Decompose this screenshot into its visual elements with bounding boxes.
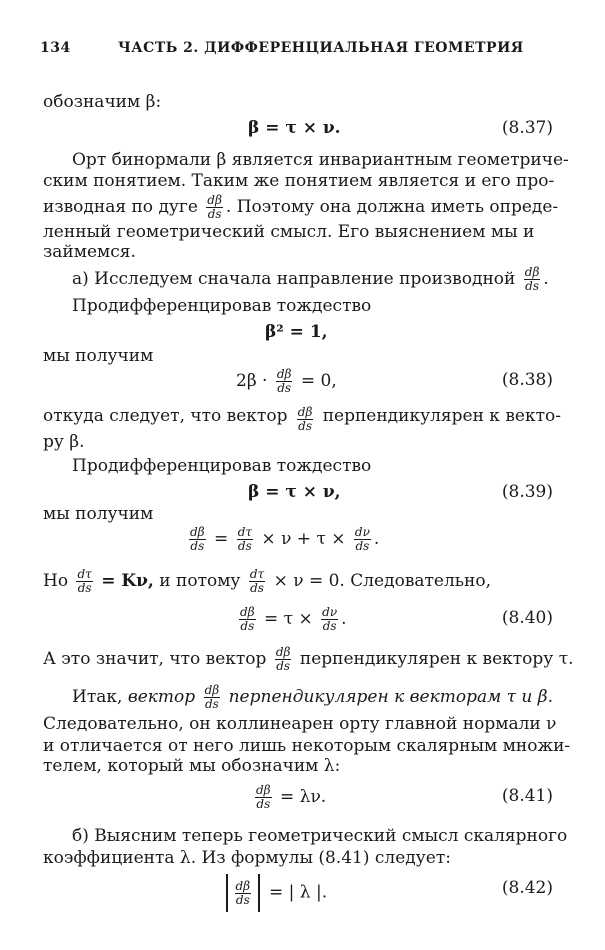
eq-fragment: = λν. bbox=[280, 787, 327, 807]
text-line: Продифференцировав тождество bbox=[72, 296, 372, 316]
fraction-dtau-ds bbox=[237, 526, 253, 553]
equation-beta-squared: β² = 1, bbox=[265, 322, 328, 342]
text-line: мы получим bbox=[43, 504, 154, 524]
fraction-dbeta-ds bbox=[235, 880, 252, 907]
numerator: dτ bbox=[77, 567, 92, 581]
denominator: ds bbox=[250, 581, 264, 595]
eq-number-8-40: (8.40) bbox=[501, 608, 553, 628]
text-fragment: вектор bbox=[127, 687, 196, 707]
eq-fragment: = τ × bbox=[264, 609, 313, 629]
numerator: dβ bbox=[297, 405, 313, 419]
text-line: телем, который мы обозначим λ: bbox=[43, 756, 341, 776]
equation-8-37: β = τ × ν. bbox=[248, 118, 341, 138]
numerator: dβ bbox=[275, 645, 291, 659]
numerator: dβ bbox=[207, 193, 222, 207]
text-line-with-fraction bbox=[43, 646, 574, 673]
text-fragment: откуда следует, что вектор bbox=[43, 406, 288, 426]
eq-fragment: = Kν, bbox=[101, 571, 154, 591]
denominator: ds bbox=[235, 892, 250, 907]
text-fragment: а) Исследуем сначала направление производной bbox=[72, 269, 516, 289]
justified-line bbox=[43, 406, 561, 433]
text-fragment: . Поэтому она должна иметь опреде- bbox=[225, 197, 559, 217]
eq-fragment: . bbox=[341, 609, 347, 629]
eq-fragment: × ν = 0. bbox=[273, 571, 345, 591]
text-line-with-fraction bbox=[72, 266, 549, 293]
text-line: Продифференцировав тождество bbox=[72, 456, 372, 476]
text-line: Следовательно, он коллинеарен орту главной нормали ν bbox=[43, 714, 557, 734]
text-line: мы получим bbox=[43, 346, 154, 366]
abs-bar bbox=[258, 874, 260, 912]
numerator: dτ bbox=[237, 525, 253, 539]
denominator: ds bbox=[276, 659, 291, 673]
denominator: ds bbox=[237, 539, 252, 553]
fraction-dbeta-ds bbox=[206, 194, 223, 221]
equation-8-39: β = τ × ν, bbox=[248, 482, 341, 502]
text-fragment: Следовательно, bbox=[350, 571, 492, 591]
text-line: ру β. bbox=[43, 432, 85, 452]
text-line: и отличается от него лишь некоторым скалярным множи- bbox=[43, 736, 571, 756]
equation-8-42 bbox=[222, 874, 327, 912]
numerator: dτ bbox=[249, 567, 265, 581]
eq-fragment: . bbox=[373, 529, 380, 549]
text-fragment: и потому bbox=[159, 571, 241, 591]
abs-bar bbox=[226, 874, 228, 912]
denominator: ds bbox=[204, 697, 219, 711]
fraction-dnu-ds bbox=[354, 526, 371, 553]
equation-8-38 bbox=[236, 368, 337, 395]
fraction-dtau-ds bbox=[76, 568, 92, 595]
numerator: dβ bbox=[240, 605, 255, 619]
denominator: ds bbox=[298, 419, 312, 433]
denominator: ds bbox=[77, 581, 92, 595]
text-fragment: . bbox=[543, 269, 549, 289]
running-title: ЧАСТЬ 2. ДИФФЕРЕНЦИАЛЬНАЯ ГЕОМЕТРИЯ bbox=[118, 40, 524, 56]
text-line: обозначим β: bbox=[43, 92, 162, 112]
denominator: ds bbox=[277, 381, 292, 395]
text-line-with-fraction bbox=[43, 568, 491, 595]
text-fragment: Итак, bbox=[72, 687, 123, 707]
eq-fragment: 2β · bbox=[236, 371, 268, 391]
equation-derivative-product bbox=[186, 526, 379, 553]
text-fragment: перпендикулярен к векто- bbox=[322, 406, 561, 426]
numerator: dβ bbox=[190, 525, 205, 539]
text-line: ским понятием. Таким же понятием является и его про- bbox=[43, 171, 555, 191]
numerator: dβ bbox=[256, 783, 271, 797]
text-line-with-fraction bbox=[43, 194, 558, 221]
text-line-with-fraction bbox=[43, 406, 561, 433]
numerator: dν bbox=[354, 525, 370, 539]
denominator: ds bbox=[240, 619, 255, 633]
numerator: dβ bbox=[276, 367, 292, 381]
fraction-dbeta-ds bbox=[276, 368, 293, 395]
denominator: ds bbox=[256, 797, 271, 811]
equation-8-40 bbox=[236, 606, 347, 633]
numerator: dβ bbox=[204, 683, 220, 697]
denominator: ds bbox=[355, 539, 370, 553]
denominator: ds bbox=[190, 539, 205, 553]
denominator: ds bbox=[525, 279, 539, 293]
fraction-dbeta-ds bbox=[255, 784, 272, 811]
eq-fragment: = 0, bbox=[300, 371, 337, 391]
eq-number-8-41: (8.41) bbox=[501, 786, 553, 806]
text-fragment: перпендикулярен к вектору τ. bbox=[299, 649, 574, 669]
text-fragment: А это значит, что вектор bbox=[43, 649, 267, 669]
eq-fragment: = | λ |. bbox=[269, 882, 328, 903]
eq-number-8-42: (8.42) bbox=[501, 878, 553, 898]
fraction-dnu-ds bbox=[321, 606, 338, 633]
fraction-dbeta-ds bbox=[239, 606, 256, 633]
fraction-dbeta-ds bbox=[189, 526, 206, 553]
fraction-dbeta-ds bbox=[297, 406, 314, 433]
text-fragment: Но bbox=[43, 571, 69, 591]
denominator: ds bbox=[322, 619, 337, 633]
numerator: dν bbox=[322, 605, 338, 619]
text-line: Орт бинормали β является инвариантным геометриче- bbox=[72, 150, 569, 170]
eq-number-8-37: (8.37) bbox=[501, 118, 553, 138]
numerator: dβ bbox=[235, 878, 251, 893]
text-fragment: перпендикулярен к векторам τ и β. bbox=[228, 687, 553, 707]
eq-fragment: = bbox=[214, 529, 229, 549]
fraction-dbeta-ds bbox=[204, 684, 221, 711]
eq-number-8-39: (8.39) bbox=[501, 482, 553, 502]
fraction-dbeta-ds bbox=[524, 266, 541, 293]
eq-fragment: × ν + τ × bbox=[261, 529, 346, 549]
denominator: ds bbox=[207, 207, 222, 221]
equation-8-41 bbox=[252, 784, 326, 811]
text-line: коэффициента λ. Из формулы (8.41) следует: bbox=[43, 848, 451, 868]
text-line: б) Выясним теперь геометрический смысл скалярного bbox=[72, 826, 568, 846]
text-line-with-fraction bbox=[72, 684, 553, 711]
eq-number-8-38: (8.38) bbox=[501, 370, 553, 390]
text-line: займемся. bbox=[43, 242, 136, 262]
fraction-dbeta-ds bbox=[275, 646, 292, 673]
text-line: ленный геометрический смысл. Его выяснением мы и bbox=[43, 222, 535, 242]
text-fragment: изводная по дуге bbox=[43, 197, 198, 217]
fraction-dtau-ds bbox=[249, 568, 265, 595]
numerator: dβ bbox=[524, 265, 540, 279]
page-number: 134 bbox=[40, 40, 71, 56]
